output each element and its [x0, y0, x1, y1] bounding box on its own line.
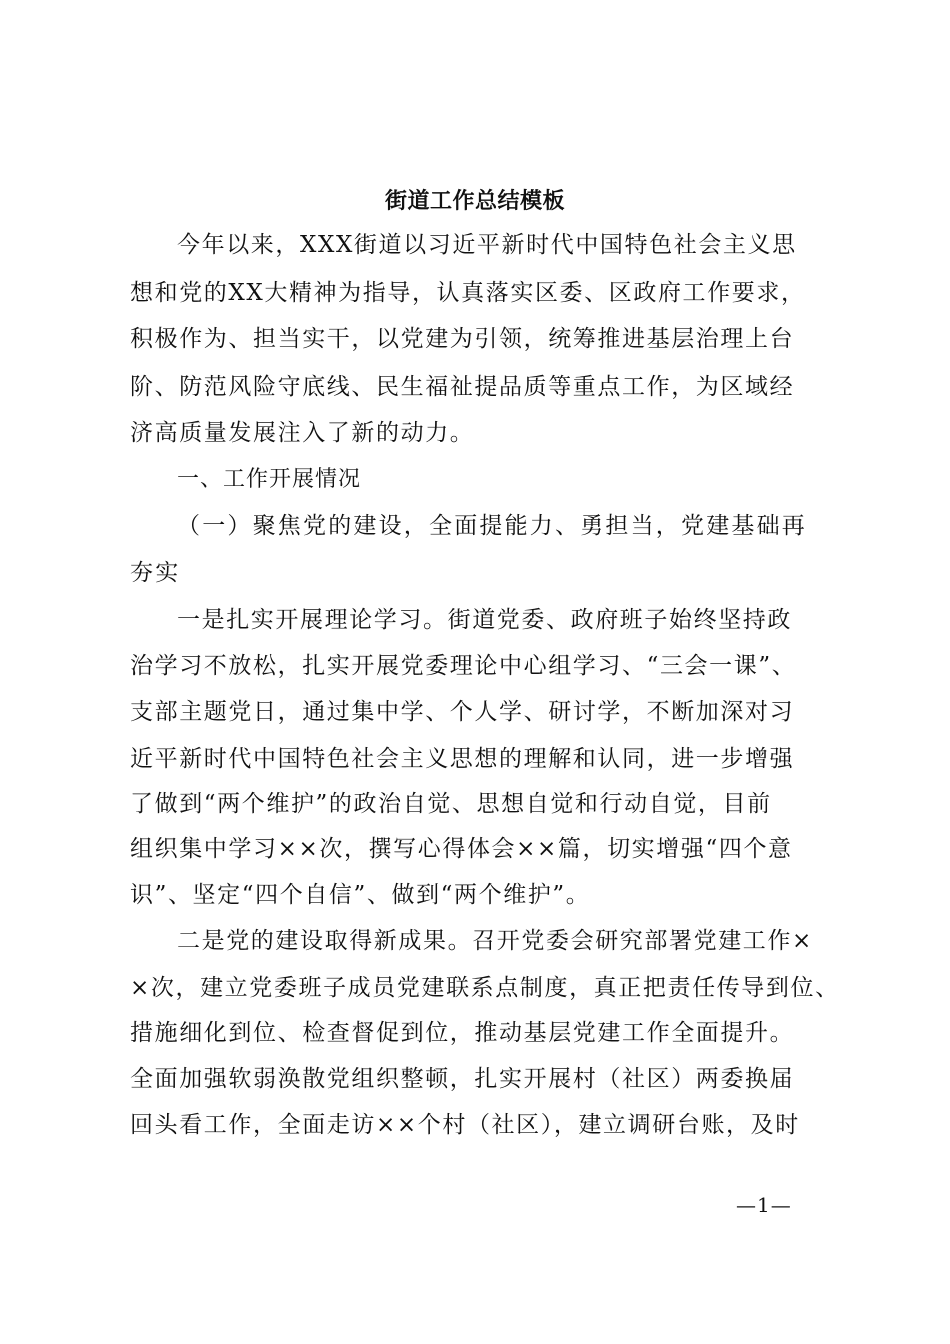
intro-line: 今年以来，XXX街道以习近平新时代中国特色社会主义思: [177, 232, 797, 258]
intro-line: 积极作为、担当实干，以党建为引领，统筹推进基层治理上台: [130, 326, 795, 352]
intro-line: 济高质量发展注入了新的动力。: [130, 420, 475, 446]
paragraph-line: 支部主题党日，通过集中学、个人学、研讨学，不断加深对习: [130, 699, 795, 725]
paragraph-line: 回头看工作，全面走访××个村（社区），建立调研台账，及时: [130, 1112, 800, 1138]
subsection-heading-line: 夯实: [130, 560, 181, 586]
document-title: 街道工作总结模板: [384, 188, 565, 214]
paragraph-line: 识”、坚定“四个自信”、做到“两个维护”。: [130, 882, 591, 908]
paragraph-line: 一是扎实开展理论学习。街道党委、政府班子始终坚持政: [177, 607, 792, 633]
paragraph-line: 近平新时代中国特色社会主义思想的理解和认同，进一步增强: [130, 746, 795, 772]
paragraph-line: 组织集中学习××次，撰写心得体会××篇，切实增强“四个意: [130, 836, 793, 862]
section-heading: 一、工作开展情况: [177, 467, 362, 492]
paragraph-line: 二是党的建设取得新成果。召开党委会研究部署党建工作×: [177, 928, 813, 954]
paragraph-line: 治学习不放松，扎实开展党委理论中心组学习、“三会一课”、: [130, 653, 797, 679]
intro-line: 阶、防范风险守底线、民生福祉提品质等重点工作，为区域经: [130, 374, 795, 400]
intro-line: 想和党的XX大精神为指导，认真落实区委、区政府工作要求，: [130, 280, 806, 306]
paragraph-line: 了做到“两个维护”的政治自觉、思想自觉和行动自觉，目前: [130, 791, 772, 817]
paragraph-line: 措施细化到位、检查督促到位，推动基层党建工作全面提升。: [130, 1020, 795, 1046]
paragraph-line: ×次，建立党委班子成员党建联系点制度，真正把责任传导到位、: [130, 975, 840, 1001]
subsection-heading: （一）聚焦党的建设，全面提能力、勇担当，党建基础再: [177, 513, 807, 539]
paragraph-line: 全面加强软弱涣散党组织整顿，扎实开展村（社区）两委换届: [130, 1066, 795, 1092]
page-number: —1—: [736, 1193, 792, 1217]
